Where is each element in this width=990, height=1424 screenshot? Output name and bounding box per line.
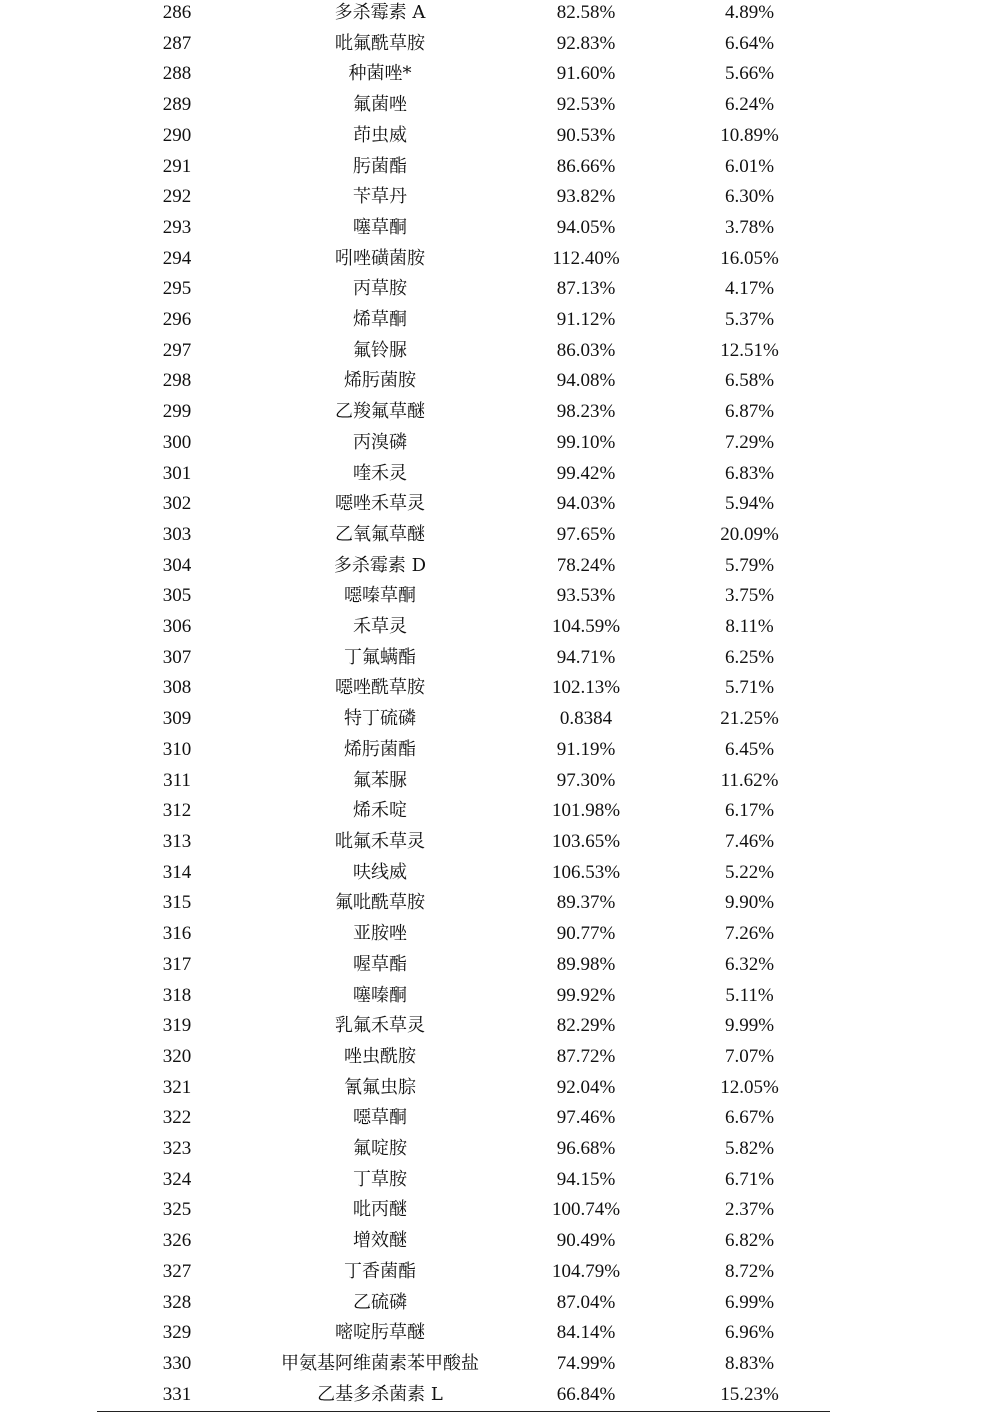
table-row: [97, 305, 830, 336]
recovery-value: 74.99%: [556, 1352, 616, 1374]
compound-name: 种菌唑*: [348, 63, 412, 85]
compound-name: 丁草胺: [353, 1168, 407, 1190]
table-row: [97, 551, 830, 582]
recovery-value: 104.79%: [551, 1260, 621, 1282]
recovery-value: 82.58%: [556, 2, 616, 23]
compound-name: 噁唑禾草灵: [335, 493, 425, 515]
recovery-value: 99.92%: [556, 984, 616, 1006]
row-number: 331: [162, 1383, 192, 1405]
table-row: [97, 1073, 830, 1104]
row-number: 315: [162, 892, 192, 914]
recovery-value: 92.53%: [556, 94, 616, 116]
table-row: [97, 796, 830, 827]
compound-name: 甲氨基阿维菌素苯甲酸盐: [281, 1352, 479, 1374]
row-number: 327: [162, 1260, 192, 1282]
row-number: 297: [162, 339, 192, 361]
compound-name: 多杀霉素 A: [334, 2, 426, 23]
compound-name: 氟菌唑: [353, 94, 407, 116]
recovery-value: 101.98%: [551, 800, 621, 822]
table-row: [97, 244, 830, 275]
table-row: [97, 0, 830, 29]
compound-name: 氟铃脲: [353, 339, 407, 361]
row-number: 303: [162, 523, 192, 545]
table-row: [97, 612, 830, 643]
rsd-value: 21.25%: [720, 708, 779, 730]
table-row: [97, 213, 830, 244]
rsd-value: 12.51%: [720, 339, 779, 361]
rsd-value: 16.05%: [720, 247, 779, 269]
recovery-value: 84.14%: [556, 1322, 616, 1344]
recovery-value: 91.19%: [556, 738, 616, 760]
row-number: 312: [162, 800, 192, 822]
recovery-value: 66.84%: [556, 1383, 616, 1405]
row-number: 286: [162, 2, 192, 23]
recovery-value: 86.03%: [556, 339, 616, 361]
compound-name: 氟啶胺: [353, 1138, 407, 1160]
row-number: 325: [162, 1199, 192, 1221]
table-row: [97, 888, 830, 919]
recovery-value: 97.46%: [556, 1107, 616, 1129]
row-number: 287: [162, 32, 192, 54]
rsd-value: 5.79%: [724, 554, 775, 576]
rsd-value: 6.32%: [724, 953, 775, 975]
rsd-value: 6.67%: [724, 1107, 775, 1129]
rsd-value: 6.83%: [724, 462, 775, 484]
table-row: [97, 29, 830, 60]
compound-name: 吡氟酰草胺: [335, 32, 425, 54]
table-row: [97, 428, 830, 459]
row-number: 316: [162, 923, 192, 945]
table-row: [97, 1042, 830, 1073]
row-number: 299: [162, 401, 192, 423]
compound-name: 喔草酯: [353, 953, 407, 975]
table-row: [97, 520, 830, 551]
row-number: 320: [162, 1045, 192, 1067]
compound-name: 噻草酮: [353, 216, 407, 238]
rsd-value: 6.24%: [724, 94, 775, 116]
table-row: [97, 1165, 830, 1196]
compound-name: 噁草酮: [353, 1107, 407, 1129]
row-number: 330: [162, 1352, 192, 1374]
row-number: 296: [162, 309, 192, 331]
table-bottom-rule: [97, 1411, 830, 1412]
compound-name: 乳氟禾草灵: [335, 1015, 425, 1037]
row-number: 313: [162, 830, 192, 852]
rsd-value: 6.30%: [724, 186, 775, 208]
compound-name: 唑虫酰胺: [344, 1045, 416, 1067]
table-row: [97, 1103, 830, 1134]
compound-name: 噁唑酰草胺: [335, 677, 425, 699]
rsd-value: 10.89%: [720, 124, 779, 146]
compound-name: 茚虫威: [353, 124, 407, 146]
recovery-value: 97.65%: [556, 523, 616, 545]
table-row: [97, 1380, 830, 1411]
recovery-value: 96.68%: [556, 1138, 616, 1160]
compound-name: 吲唑磺菌胺: [335, 247, 425, 269]
recovery-value: 92.83%: [556, 32, 616, 54]
compound-name: 嘧啶肟草醚: [335, 1322, 425, 1344]
row-number: 321: [162, 1076, 192, 1098]
rsd-value: 6.58%: [724, 370, 775, 392]
rsd-value: 4.17%: [724, 278, 775, 300]
rsd-value: 8.83%: [724, 1352, 775, 1374]
recovery-value: 94.15%: [556, 1168, 616, 1190]
rsd-value: 2.37%: [724, 1199, 775, 1221]
recovery-value: 90.53%: [556, 124, 616, 146]
rsd-value: 5.66%: [724, 63, 775, 85]
recovery-value: 93.53%: [556, 585, 616, 607]
table-row: [97, 366, 830, 397]
recovery-value: 0.8384: [559, 708, 613, 730]
recovery-value: 90.49%: [556, 1230, 616, 1252]
recovery-value: 89.37%: [556, 892, 616, 914]
compound-name: 呋线威: [353, 861, 407, 883]
row-number: 309: [162, 708, 192, 730]
compound-name: 烯肟菌胺: [344, 370, 416, 392]
rsd-value: 6.17%: [724, 800, 775, 822]
rsd-value: 6.25%: [724, 646, 775, 668]
table-row: [97, 858, 830, 889]
compound-name: 丙草胺: [353, 278, 407, 300]
recovery-value: 78.24%: [556, 554, 616, 576]
compound-name: 肟菌酯: [353, 155, 407, 177]
row-number: 306: [162, 616, 192, 638]
table-row: [97, 1318, 830, 1349]
row-number: 302: [162, 493, 192, 515]
table-row: [97, 735, 830, 766]
compound-name: 噻嗪酮: [353, 984, 407, 1006]
recovery-value: 98.23%: [556, 401, 616, 423]
recovery-value: 94.08%: [556, 370, 616, 392]
table-row: [97, 182, 830, 213]
recovery-value: 94.03%: [556, 493, 616, 515]
compound-name: 乙羧氟草醚: [335, 401, 425, 423]
row-number: 307: [162, 646, 192, 668]
row-number: 305: [162, 585, 192, 607]
row-number: 308: [162, 677, 192, 699]
row-number: 292: [162, 186, 192, 208]
rsd-value: 9.99%: [724, 1015, 775, 1037]
rsd-value: 7.29%: [724, 431, 775, 453]
table-row: [97, 1349, 830, 1380]
recovery-value: 99.42%: [556, 462, 616, 484]
rsd-value: 5.37%: [724, 309, 775, 331]
recovery-value: 86.66%: [556, 155, 616, 177]
recovery-value: 87.72%: [556, 1045, 616, 1067]
rsd-value: 6.01%: [724, 155, 775, 177]
table-row: [97, 90, 830, 121]
row-number: 314: [162, 861, 192, 883]
row-number: 310: [162, 738, 192, 760]
compound-name: 烯禾啶: [353, 800, 407, 822]
compound-name: 禾草灵: [353, 616, 407, 638]
row-number: 304: [162, 554, 192, 576]
compound-name: 多杀霉素 D: [333, 554, 427, 576]
table-row: [97, 1011, 830, 1042]
rsd-value: 7.46%: [724, 830, 775, 852]
results-table-body: [97, 0, 830, 1410]
table-row: [97, 121, 830, 152]
row-number: 329: [162, 1322, 192, 1344]
recovery-value: 94.05%: [556, 216, 616, 238]
compound-name: 特丁硫磷: [344, 708, 416, 730]
rsd-value: 6.87%: [724, 401, 775, 423]
table-row: [97, 397, 830, 428]
table-row: [97, 59, 830, 90]
row-number: 288: [162, 63, 192, 85]
compound-name: 乙氧氟草醚: [335, 523, 425, 545]
compound-name: 丁氟螨酯: [344, 646, 416, 668]
recovery-value: 91.12%: [556, 309, 616, 331]
compound-name: 噁嗪草酮: [344, 585, 416, 607]
table-row: [97, 489, 830, 520]
table-row: [97, 581, 830, 612]
compound-name: 丁香菌酯: [344, 1260, 416, 1282]
rsd-value: 11.62%: [720, 769, 779, 791]
rsd-value: 3.78%: [724, 216, 775, 238]
recovery-value: 102.13%: [551, 677, 621, 699]
table-row: [97, 1134, 830, 1165]
row-number: 324: [162, 1168, 192, 1190]
row-number: 294: [162, 247, 192, 269]
compound-name: 烯草酮: [353, 309, 407, 331]
row-number: 311: [163, 769, 191, 791]
rsd-value: 5.94%: [724, 493, 775, 515]
compound-name: 乙基多杀菌素 L: [317, 1383, 443, 1405]
results-table-container: [97, 0, 830, 1410]
rsd-value: 6.45%: [724, 738, 775, 760]
compound-name: 喹禾灵: [353, 462, 407, 484]
compound-name: 氟吡酰草胺: [335, 892, 425, 914]
recovery-value: 89.98%: [556, 953, 616, 975]
table-row: [97, 673, 830, 704]
recovery-value: 93.82%: [556, 186, 616, 208]
rsd-value: 8.11%: [725, 616, 774, 638]
recovery-value: 82.29%: [556, 1015, 616, 1037]
recovery-value: 92.04%: [556, 1076, 616, 1098]
table-row: [97, 704, 830, 735]
table-row: [97, 1226, 830, 1257]
compound-name: 亚胺唑: [353, 923, 407, 945]
recovery-value: 103.65%: [551, 830, 621, 852]
recovery-value: 106.53%: [551, 861, 621, 883]
row-number: 318: [162, 984, 192, 1006]
table-row: [97, 1257, 830, 1288]
row-number: 323: [162, 1138, 192, 1160]
recovery-value: 112.40%: [552, 247, 620, 269]
table-row: [97, 981, 830, 1012]
rsd-value: 6.64%: [724, 32, 775, 54]
recovery-value: 100.74%: [551, 1199, 621, 1221]
rsd-value: 6.99%: [724, 1291, 775, 1313]
compound-name: 吡氟禾草灵: [335, 830, 425, 852]
recovery-value: 99.10%: [556, 431, 616, 453]
table-row: [97, 919, 830, 950]
rsd-value: 8.72%: [724, 1260, 775, 1282]
recovery-value: 87.13%: [556, 278, 616, 300]
rsd-value: 20.09%: [720, 523, 779, 545]
rsd-value: 4.89%: [724, 2, 775, 23]
recovery-value: 90.77%: [556, 923, 616, 945]
table-row: [97, 274, 830, 305]
recovery-value: 91.60%: [556, 63, 616, 85]
row-number: 317: [162, 953, 192, 975]
table-row: [97, 1288, 830, 1319]
rsd-value: 5.71%: [724, 677, 775, 699]
recovery-value: 87.04%: [556, 1291, 616, 1313]
row-number: 300: [162, 431, 192, 453]
row-number: 298: [162, 370, 192, 392]
row-number: 301: [162, 462, 192, 484]
row-number: 319: [162, 1015, 192, 1037]
recovery-value: 94.71%: [556, 646, 616, 668]
rsd-value: 6.71%: [724, 1168, 775, 1190]
table-row: [97, 643, 830, 674]
row-number: 328: [162, 1291, 192, 1313]
rsd-value: 3.75%: [724, 585, 775, 607]
rsd-value: 15.23%: [720, 1383, 779, 1405]
row-number: 295: [162, 278, 192, 300]
compound-name: 增效醚: [353, 1230, 407, 1252]
recovery-value: 97.30%: [556, 769, 616, 791]
compound-name: 氟苯脲: [353, 769, 407, 791]
rsd-value: 5.11%: [725, 984, 774, 1006]
row-number: 291: [162, 155, 192, 177]
row-number: 293: [162, 216, 192, 238]
table-row: [97, 336, 830, 367]
compound-name: 苄草丹: [353, 186, 407, 208]
row-number: 322: [162, 1107, 192, 1129]
row-number: 289: [162, 94, 192, 116]
rsd-value: 9.90%: [724, 892, 775, 914]
rsd-value: 6.82%: [724, 1230, 775, 1252]
table-row: [97, 950, 830, 981]
rsd-value: 7.07%: [724, 1045, 775, 1067]
row-number: 326: [162, 1230, 192, 1252]
rsd-value: 7.26%: [724, 923, 775, 945]
table-row: [97, 827, 830, 858]
compound-name: 吡丙醚: [353, 1199, 407, 1221]
table-row: [97, 459, 830, 490]
results-table: [97, 0, 830, 1410]
table-row: [97, 152, 830, 183]
compound-name: 烯肟菌酯: [344, 738, 416, 760]
rsd-value: 5.22%: [724, 861, 775, 883]
rsd-value: 5.82%: [724, 1138, 775, 1160]
table-row: [97, 766, 830, 797]
row-number: 290: [162, 124, 192, 146]
rsd-value: 12.05%: [720, 1076, 779, 1098]
rsd-value: 6.96%: [724, 1322, 775, 1344]
recovery-value: 104.59%: [551, 616, 621, 638]
table-row: [97, 1195, 830, 1226]
compound-name: 氰氟虫腙: [344, 1076, 416, 1098]
compound-name: 乙硫磷: [353, 1291, 407, 1313]
compound-name: 丙溴磷: [353, 431, 407, 453]
